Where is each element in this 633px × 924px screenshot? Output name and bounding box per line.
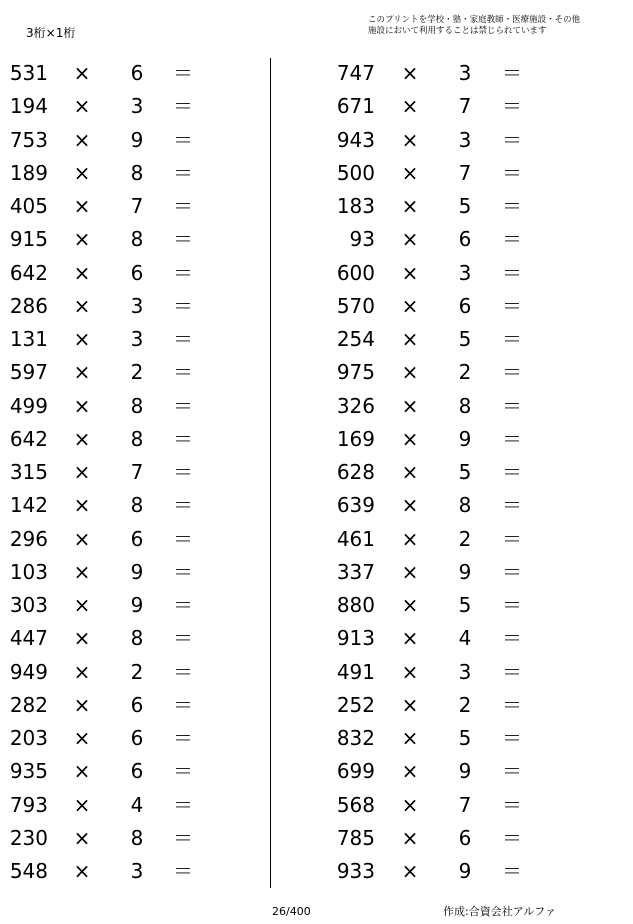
multiplicand: 642: [9, 426, 48, 451]
equals-sign: ＝: [173, 659, 193, 684]
multiplier: 9: [130, 127, 144, 152]
times-sign: ×: [401, 593, 419, 617]
equals-sign: ＝: [502, 526, 522, 551]
equals-sign: ＝: [173, 559, 193, 584]
multiplier: 9: [458, 759, 472, 784]
multiplicand: 975: [336, 360, 375, 385]
times-sign: ×: [401, 659, 419, 684]
multiplicand: 500: [336, 160, 375, 185]
column-divider: [270, 58, 271, 888]
multiplicand: 935: [9, 759, 48, 784]
equals-sign: ＝: [502, 493, 522, 518]
equals-sign: ＝: [502, 360, 522, 385]
equals-sign: ＝: [173, 593, 193, 617]
multiplicand: 600: [336, 260, 375, 285]
times-sign: ×: [73, 859, 91, 883]
times-sign: ×: [73, 327, 91, 351]
multiplicand: 282: [9, 692, 48, 717]
equals-sign: ＝: [502, 559, 522, 584]
multiplicand: 531: [9, 61, 48, 85]
multiplicand: 183: [336, 194, 375, 218]
times-sign: ×: [401, 526, 419, 551]
times-sign: ×: [73, 692, 91, 717]
times-sign: ×: [73, 792, 91, 817]
multiplicand: 880: [336, 593, 375, 617]
multiplier: 9: [130, 593, 144, 617]
times-sign: ×: [401, 94, 419, 119]
multiplier: 7: [458, 94, 472, 119]
times-sign: ×: [401, 626, 419, 651]
multiplier: 3: [130, 327, 144, 351]
multiplicand: 405: [9, 194, 48, 218]
multiplier: 6: [130, 692, 144, 717]
times-sign: ×: [401, 227, 419, 252]
multiplicand: 337: [336, 559, 375, 584]
times-sign: ×: [73, 94, 91, 119]
multiplicand: 943: [336, 127, 375, 152]
equals-sign: ＝: [502, 160, 522, 185]
equals-sign: ＝: [173, 626, 193, 651]
equals-sign: ＝: [173, 360, 193, 385]
multiplicand: 326: [336, 393, 375, 418]
equals-sign: ＝: [502, 792, 522, 817]
multiplicand: 628: [336, 460, 375, 484]
times-sign: ×: [73, 726, 91, 750]
multiplier: 6: [130, 61, 144, 85]
multiplier: 8: [130, 426, 144, 451]
times-sign: ×: [73, 293, 91, 318]
times-sign: ×: [73, 127, 91, 152]
equals-sign: ＝: [173, 526, 193, 551]
multiplicand: 597: [9, 360, 48, 385]
multiplier: 3: [458, 127, 472, 152]
multiplier: 3: [458, 61, 472, 85]
times-sign: ×: [401, 160, 419, 185]
multiplier: 7: [130, 194, 144, 218]
equals-sign: ＝: [502, 260, 522, 285]
times-sign: ×: [73, 460, 91, 484]
multiplicand: 230: [9, 825, 48, 850]
multiplier: 5: [458, 194, 472, 218]
multiplicand: 499: [9, 393, 48, 418]
multiplicand: 447: [9, 626, 48, 651]
equals-sign: ＝: [502, 327, 522, 351]
equals-sign: ＝: [502, 94, 522, 119]
multiplier: 5: [458, 593, 472, 617]
multiplicand: 203: [9, 726, 48, 750]
multiplicand: 252: [336, 692, 375, 717]
times-sign: ×: [401, 460, 419, 484]
equals-sign: ＝: [502, 127, 522, 152]
usage-notice: [368, 15, 618, 37]
equals-sign: ＝: [173, 493, 193, 518]
times-sign: ×: [401, 194, 419, 218]
multiplier: 9: [458, 859, 472, 883]
times-sign: ×: [73, 825, 91, 850]
times-sign: ×: [73, 260, 91, 285]
multiplicand: 639: [336, 493, 375, 518]
multiplicand: 286: [9, 293, 48, 318]
multiplier: 9: [458, 559, 472, 584]
multiplicand: 142: [9, 493, 48, 518]
multiplicand: 913: [336, 626, 375, 651]
times-sign: ×: [401, 859, 419, 883]
multiplier: 3: [130, 293, 144, 318]
multiplicand: 793: [9, 792, 48, 817]
multiplicand: 254: [336, 327, 375, 351]
equals-sign: ＝: [502, 393, 522, 418]
multiplicand: 949: [9, 659, 48, 684]
usage-notice-line: 施設において利用することは禁じられています: [368, 26, 547, 36]
multiplier: 6: [458, 825, 472, 850]
equals-sign: ＝: [502, 293, 522, 318]
multiplicand: 189: [9, 160, 48, 185]
multiplier: 6: [130, 726, 144, 750]
usage-notice-line: このプリントを学校・塾・家庭教師・医療施設・その他: [368, 15, 581, 25]
multiplier: 3: [458, 260, 472, 285]
times-sign: ×: [401, 426, 419, 451]
equals-sign: ＝: [173, 825, 193, 850]
equals-sign: ＝: [173, 692, 193, 717]
multiplier: 6: [130, 526, 144, 551]
times-sign: ×: [73, 626, 91, 651]
author-credit: 作成:合資会社アルファ: [443, 905, 557, 918]
times-sign: ×: [73, 426, 91, 451]
multiplier: 4: [130, 792, 144, 817]
equals-sign: ＝: [173, 726, 193, 750]
times-sign: ×: [401, 792, 419, 817]
multiplier: 7: [130, 460, 144, 484]
multiplicand: 785: [336, 825, 375, 850]
multiplier: 6: [130, 759, 144, 784]
times-sign: ×: [73, 493, 91, 518]
multiplicand: 747: [336, 61, 375, 85]
equals-sign: ＝: [173, 227, 193, 252]
multiplier: 5: [458, 327, 472, 351]
equals-sign: ＝: [173, 127, 193, 152]
multiplier: 6: [130, 260, 144, 285]
equals-sign: ＝: [502, 759, 522, 784]
multiplicand: 194: [9, 94, 48, 119]
multiplier: 2: [130, 659, 144, 684]
equals-sign: ＝: [173, 759, 193, 784]
equals-sign: ＝: [502, 659, 522, 684]
multiplier: 2: [458, 692, 472, 717]
times-sign: ×: [401, 61, 419, 85]
equals-sign: ＝: [173, 61, 193, 85]
equals-sign: ＝: [502, 726, 522, 750]
multiplier: 6: [458, 293, 472, 318]
times-sign: ×: [401, 260, 419, 285]
times-sign: ×: [73, 194, 91, 218]
multiplier: 8: [130, 825, 144, 850]
multiplicand: 933: [336, 859, 375, 883]
times-sign: ×: [73, 759, 91, 784]
equals-sign: ＝: [502, 194, 522, 218]
equals-sign: ＝: [502, 825, 522, 850]
equals-sign: ＝: [173, 260, 193, 285]
multiplier: 8: [458, 493, 472, 518]
equals-sign: ＝: [173, 160, 193, 185]
multiplier: 8: [130, 227, 144, 252]
page-number: 26/400: [272, 905, 311, 918]
multiplier: 8: [130, 493, 144, 518]
multiplicand: 491: [336, 659, 375, 684]
multiplicand: 671: [336, 94, 375, 119]
multiplier: 8: [130, 393, 144, 418]
multiplicand: 753: [9, 127, 48, 152]
multiplier: 4: [458, 626, 472, 651]
equals-sign: ＝: [173, 94, 193, 119]
multiplicand: 296: [9, 526, 48, 551]
times-sign: ×: [401, 327, 419, 351]
times-sign: ×: [73, 227, 91, 252]
multiplicand: 315: [9, 460, 48, 484]
multiplicand: 93: [349, 227, 375, 252]
times-sign: ×: [401, 759, 419, 784]
multiplier: 2: [458, 526, 472, 551]
equals-sign: ＝: [502, 227, 522, 252]
times-sign: ×: [401, 127, 419, 152]
equals-sign: ＝: [502, 593, 522, 617]
times-sign: ×: [73, 160, 91, 185]
equals-sign: ＝: [502, 692, 522, 717]
times-sign: ×: [401, 393, 419, 418]
equals-sign: ＝: [173, 460, 193, 484]
times-sign: ×: [401, 726, 419, 750]
times-sign: ×: [401, 692, 419, 717]
equals-sign: ＝: [173, 859, 193, 883]
equals-sign: ＝: [173, 792, 193, 817]
times-sign: ×: [73, 593, 91, 617]
multiplicand: 915: [9, 227, 48, 252]
equals-sign: ＝: [173, 327, 193, 351]
multiplicand: 461: [336, 526, 375, 551]
multiplier: 8: [130, 160, 144, 185]
multiplicand: 568: [336, 792, 375, 817]
multiplier: 3: [130, 859, 144, 883]
times-sign: ×: [401, 825, 419, 850]
multiplier: 3: [458, 659, 472, 684]
equals-sign: ＝: [502, 859, 522, 883]
worksheet-title: 3桁×1桁: [26, 26, 76, 40]
multiplicand: 832: [336, 726, 375, 750]
times-sign: ×: [73, 526, 91, 551]
times-sign: ×: [73, 559, 91, 584]
multiplier: 9: [130, 559, 144, 584]
equals-sign: ＝: [173, 393, 193, 418]
multiplicand: 169: [336, 426, 375, 451]
multiplicand: 303: [9, 593, 48, 617]
equals-sign: ＝: [502, 426, 522, 451]
multiplier: 6: [458, 227, 472, 252]
equals-sign: ＝: [502, 460, 522, 484]
multiplier: 9: [458, 426, 472, 451]
multiplier: 2: [130, 360, 144, 385]
equals-sign: ＝: [502, 61, 522, 85]
equals-sign: ＝: [173, 426, 193, 451]
times-sign: ×: [401, 293, 419, 318]
multiplier: 2: [458, 360, 472, 385]
multiplicand: 131: [9, 327, 48, 351]
multiplier: 3: [130, 94, 144, 119]
multiplicand: 548: [9, 859, 48, 883]
times-sign: ×: [73, 61, 91, 85]
times-sign: ×: [401, 360, 419, 385]
equals-sign: ＝: [502, 626, 522, 651]
multiplier: 7: [458, 160, 472, 185]
multiplicand: 103: [9, 559, 48, 584]
equals-sign: ＝: [173, 194, 193, 218]
times-sign: ×: [73, 360, 91, 385]
multiplicand: 642: [9, 260, 48, 285]
times-sign: ×: [73, 659, 91, 684]
multiplicand: 699: [336, 759, 375, 784]
multiplier: 5: [458, 726, 472, 750]
times-sign: ×: [401, 493, 419, 518]
multiplier: 7: [458, 792, 472, 817]
multiplier: 8: [130, 626, 144, 651]
times-sign: ×: [73, 393, 91, 418]
multiplier: 5: [458, 460, 472, 484]
times-sign: ×: [401, 559, 419, 584]
equals-sign: ＝: [173, 293, 193, 318]
multiplier: 8: [458, 393, 472, 418]
multiplicand: 570: [336, 293, 375, 318]
